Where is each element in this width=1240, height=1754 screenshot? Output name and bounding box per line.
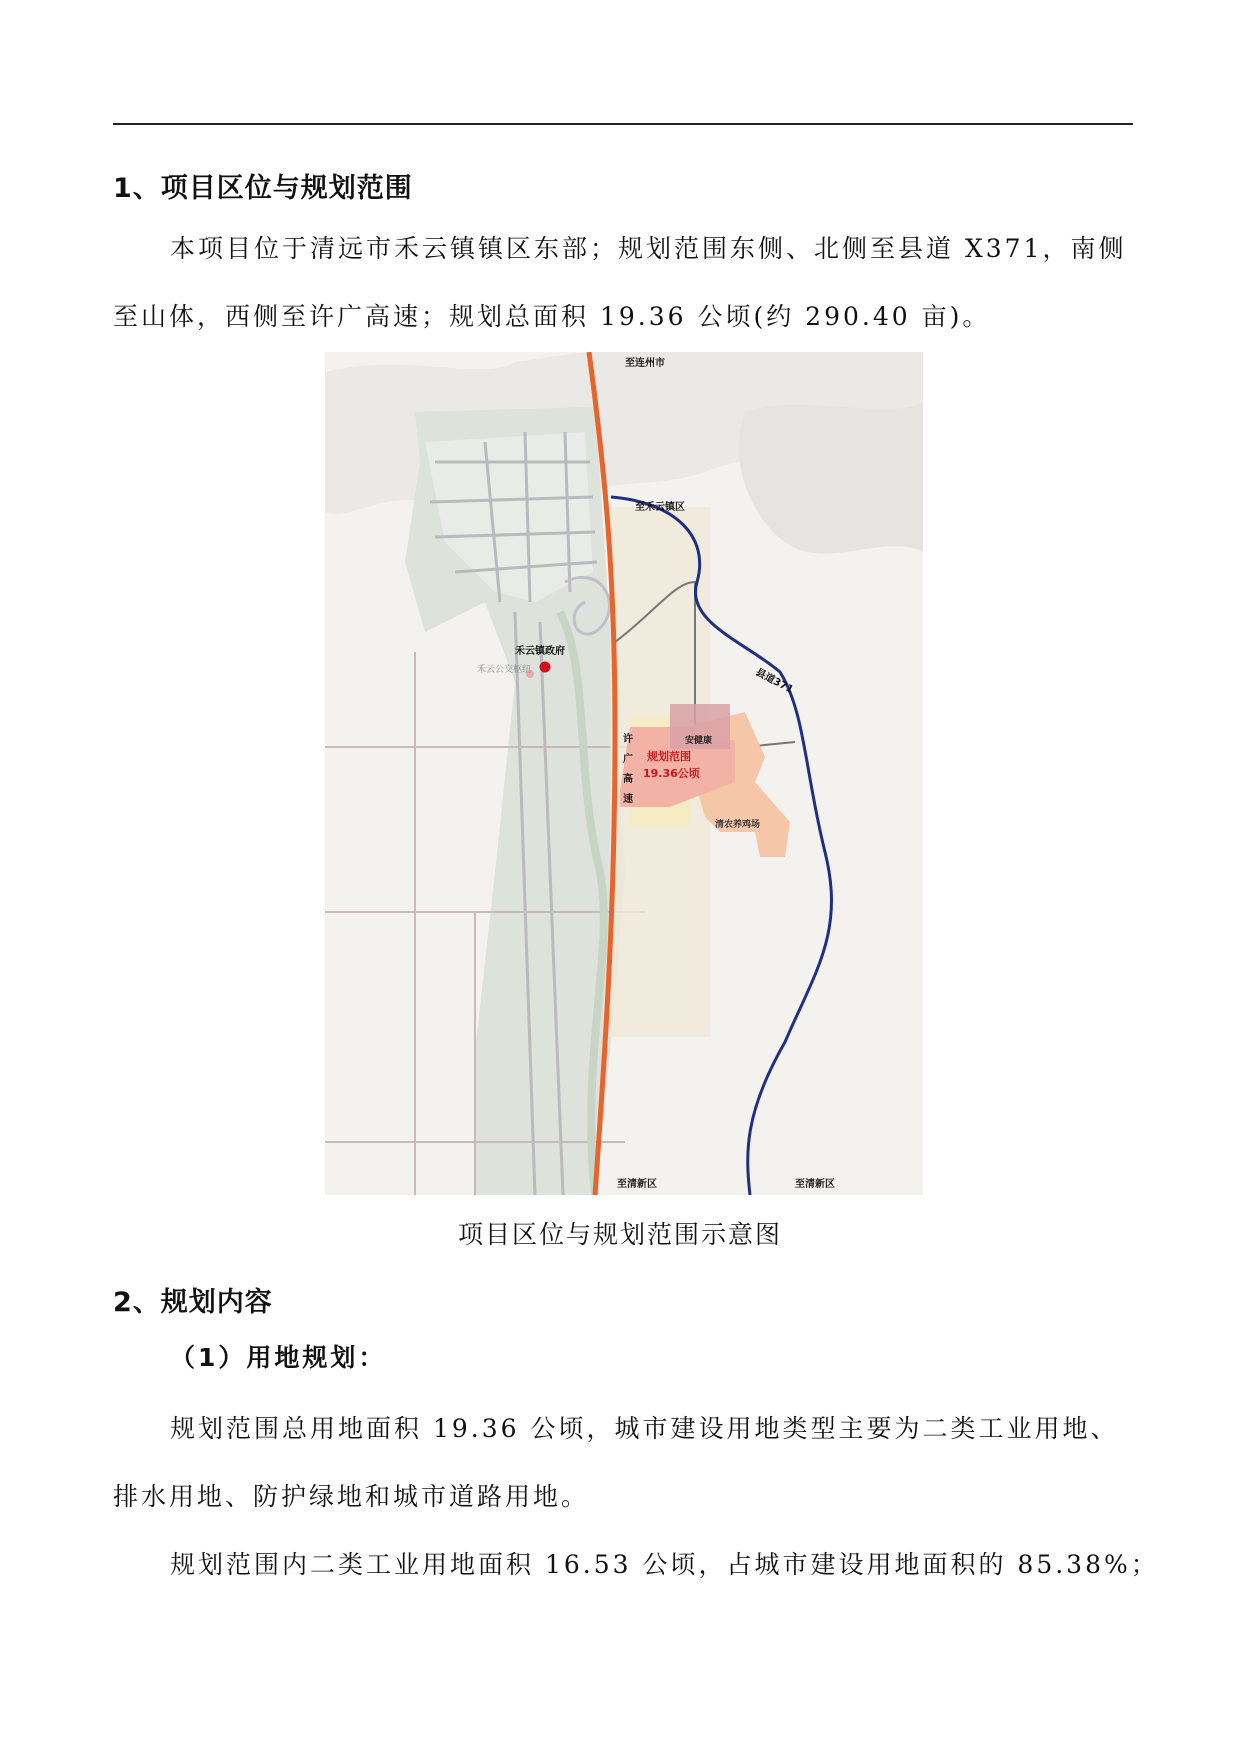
location-map bbox=[325, 352, 923, 1195]
label-expressway-1: 许 bbox=[623, 734, 633, 745]
section2-para1-line1: 规划范围总用地面积 19.36 公顷，城市建设用地类型主要为二类工业用地、 bbox=[170, 1414, 1119, 1443]
label-expressway-4: 速 bbox=[623, 794, 633, 805]
section1-heading: 1、项目区位与规划范围 bbox=[113, 173, 413, 204]
label-anjian: 安健康 bbox=[685, 736, 713, 746]
label-plan-area-2: 19.36公顷 bbox=[643, 767, 700, 780]
section1-para-line1: 本项目位于清远市禾云镇镇区东部；规划范围东侧、北侧至县道 X371，南侧 bbox=[170, 234, 1127, 263]
section1-para-line2: 至山体，西侧至许广高速；规划总面积 19.36 公顷(约 290.40 亩)。 bbox=[113, 302, 991, 331]
map-caption: 项目区位与规划范围示意图 bbox=[457, 1220, 782, 1249]
section2-heading: 2、规划内容 bbox=[113, 1287, 273, 1318]
header-rule bbox=[113, 123, 1133, 125]
label-north-lianzhou: 至连州市 bbox=[625, 358, 665, 369]
section2-para1-line2: 排水用地、防护绿地和城市道路用地。 bbox=[113, 1482, 590, 1511]
label-south-qingxin-1: 至清新区 bbox=[617, 1179, 657, 1190]
label-heyun-town: 至禾云镇区 bbox=[635, 502, 685, 513]
label-south-qingxin-2: 至清新区 bbox=[795, 1179, 835, 1190]
label-town-gov: 禾云镇政府 bbox=[515, 646, 565, 657]
section2-subheading: （1）用地规划： bbox=[170, 1343, 387, 1372]
label-expressway-3: 高 bbox=[623, 774, 633, 785]
label-farm: 清农养鸡场 bbox=[715, 820, 761, 830]
label-bus-station: 禾云公交枢纽 bbox=[477, 664, 532, 674]
label-expressway-2: 广 bbox=[623, 754, 633, 765]
section2-para2-line1: 规划范围内二类工业用地面积 16.53 公顷，占城市建设用地面积的 85.38%； bbox=[170, 1550, 1159, 1579]
label-plan-area-1: 规划范围 bbox=[647, 750, 691, 763]
label-county-road: 县道371 bbox=[753, 666, 795, 696]
